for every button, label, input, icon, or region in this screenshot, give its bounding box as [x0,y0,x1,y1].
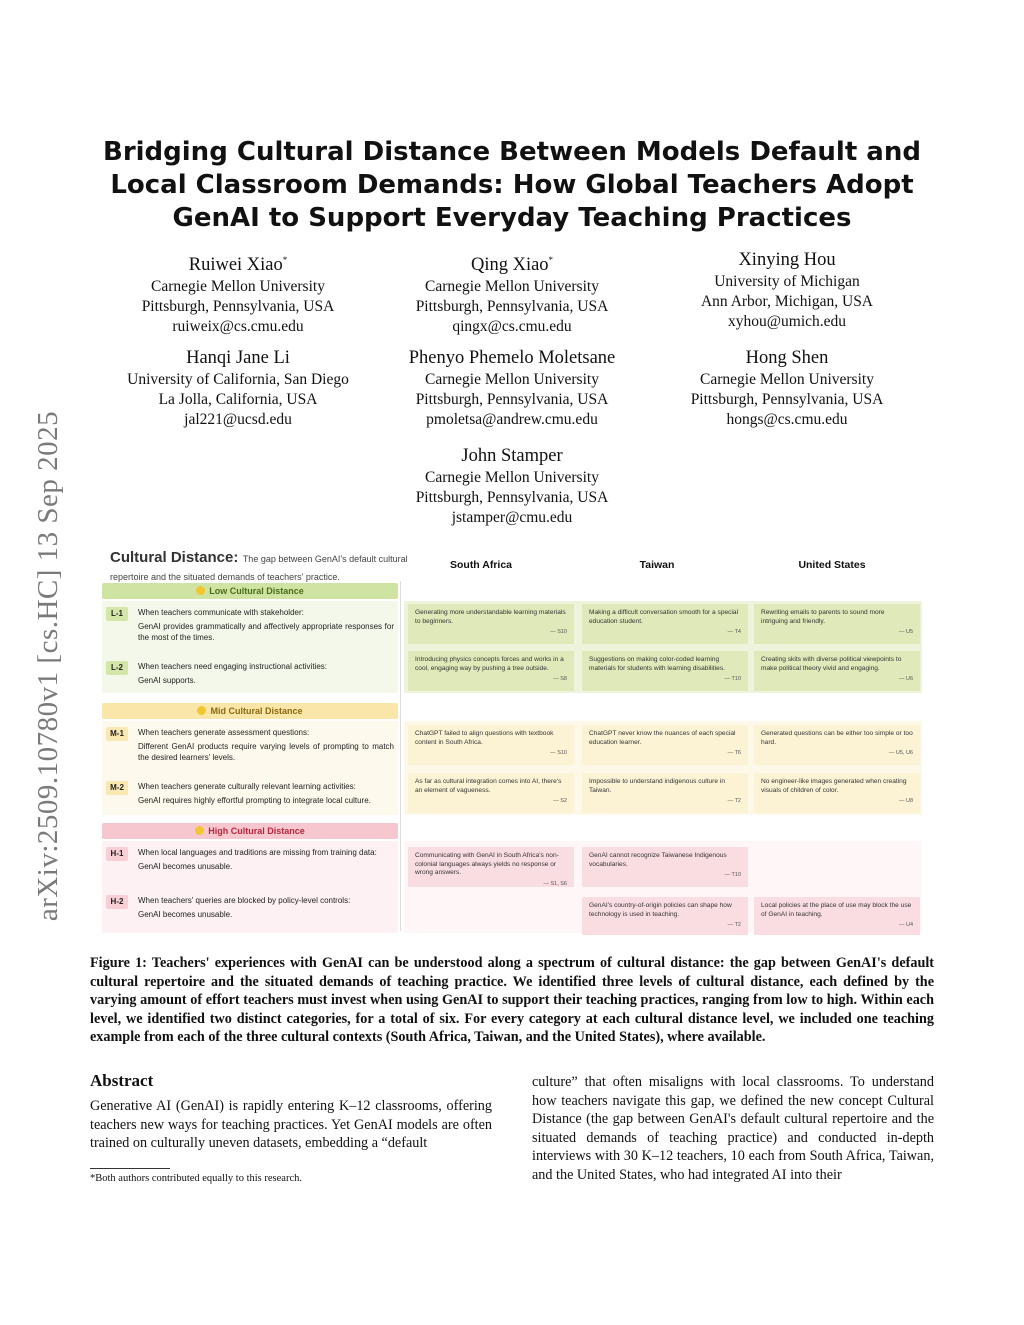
category-description [138,781,394,809]
sad-face-icon [195,826,204,835]
example-quote: Generating more understandable learning materials to beginners. [415,609,566,625]
example-quote: Generated questions can be either too simple or too hard. [761,730,913,746]
author-name: Qing Xiao [470,255,549,276]
author-block [362,248,662,337]
author-affiliation: Carnegie Mellon University [151,278,325,296]
example-quote: Rewriting emails to parents to sound more intriguing and friendly. [761,609,885,625]
author-email: hongs@cs.cmu.edu [726,411,848,428]
category-description [138,895,394,923]
example-quote: As far as cultural integration comes into AI, there's an element of vagueness. [415,778,562,794]
author-affiliation: Carnegie Mellon University [425,469,599,486]
neutral-face-icon [197,706,206,715]
author-email: jstamper@cmu.edu [451,509,573,526]
example-cell [754,651,920,691]
author-block [362,444,662,528]
category-outcome: Different GenAI products require varying levels of prompting to match the desired learners' levels. [138,742,394,762]
column-header-taiwan: Taiwan [639,559,675,571]
example-quote: Creating skits with diverse political viewpoints to make political theory vivid and engaging. [761,656,902,672]
example-cell [582,847,748,887]
example-quote: GenAI's country-of-origin policies can shape how technology is used in teaching. [589,902,732,918]
category-description [138,607,394,646]
author-affiliation: Carnegie Mellon University [425,371,599,388]
category-outcome: GenAI requires highly effortful prompting to integrate local culture. [138,796,371,805]
author-location: Ann Arbor, Michigan, USA [700,293,874,310]
author-mark: * [282,255,288,265]
example-cell [408,773,574,813]
category-condition: When teachers generate assessment questions: [138,728,310,737]
author-location: Pittsburgh, Pennsylvania, USA [690,391,884,408]
example-cell [754,773,920,813]
column-header-south-africa: South Africa [449,559,513,571]
author-block [637,346,937,430]
example-source: — U8 [898,798,913,804]
example-source: — T2 [727,798,741,804]
example-cell [582,773,748,813]
category-tag: H-1 [106,847,128,861]
paper-title: Bridging Cultural Distance Between Models Default and Local Classroom Demands: How Global Teachers Adopt GenAI to Support Everyday Teaching Practices [103,137,921,233]
band-high-cultural-distance [102,823,398,839]
smile-icon [196,586,205,595]
category-tag: L-2 [106,661,128,675]
footnote: *Both authors contributed equally to this research. [90,1173,302,1184]
example-quote: Local policies at the place of use may block the use of GenAI in teaching. [761,902,912,918]
category-condition: When teachers need engaging instructional activities: [138,662,327,671]
author-location: Pittsburgh, Pennsylvania, USA [415,391,609,408]
author-name: Phenyo Phemelo Moletsane [408,348,616,368]
band-label: High Cultural Distance [208,826,305,836]
author-name: Ruiwei Xiao [188,255,283,276]
example-source: — U5, U6 [888,750,913,756]
author-email: qingx@cs.cmu.edu [452,318,572,336]
example-source: — S10 [550,629,567,635]
band-label: Low Cultural Distance [209,586,304,596]
example-cell [582,651,748,691]
author-name: Xinying Hou [738,250,836,270]
example-cell [408,604,574,644]
author-name: Hong Shen [745,348,829,368]
author-email: jal221@ucsd.edu [184,411,292,428]
author-email: xyhou@umich.edu [727,313,847,330]
author-affiliation: Carnegie Mellon University [425,278,599,296]
category-condition: When teachers generate culturally relevant learning activities: [138,782,356,791]
category-condition: When teachers communicate with stakeholder: [138,608,304,617]
example-source: — T4 [727,629,741,635]
author-location: La Jolla, California, USA [158,391,318,408]
example-cell [754,725,920,765]
example-quote: ChatGPT never know the nuances of each special education learner. [589,730,736,746]
author-email: ruiweix@cs.cmu.edu [172,318,304,336]
category-tag: H-2 [106,895,128,909]
example-quote: No engineer-like images generated when creating visuals of children of color. [761,778,907,794]
author-block [362,346,662,430]
example-source: — S1, S6 [543,880,567,887]
example-source: — U5 [898,629,913,635]
example-cell [582,897,748,935]
example-source: — S2 [553,798,567,804]
example-quote: Suggestions on making color-coded learning materials for students with learning disabilities. [589,656,725,672]
example-source: — T6 [727,750,741,756]
example-source: — U6 [898,676,913,682]
example-quote: GenAI cannot recognize Taiwanese Indigenous vocabularies. [589,852,727,868]
example-cell [582,725,748,765]
example-quote: Making a difficult conversation smooth for a special education student. [589,609,739,625]
example-cell [754,604,920,644]
author-mark: * [548,255,554,265]
example-quote: Introducing physics concepts forces and works in a cool, engaging way by pushing a tree outside. [415,656,564,672]
band-mid-cultural-distance [102,703,398,719]
example-source: — T10 [724,676,741,682]
band-label: Mid Cultural Distance [210,706,303,716]
arxiv-identifier: arXiv:2509.10780v1 [cs.HC] 13 Sep 2025 [32,410,64,922]
example-cell [408,725,574,765]
category-outcome: GenAI becomes unusable. [138,862,233,871]
author-block [637,248,937,332]
abstract-text-left: Generative AI (GenAI) is rapidly entering K–12 classrooms, offering teachers new ways for teaching practices. Yet GenAI models are often trained on culturally uneven datasets, embedding a “default [90,1098,492,1151]
author-affiliation: Carnegie Mellon University [700,371,874,388]
abstract-heading: Abstract [90,1071,154,1090]
category-tag: M-1 [106,727,128,741]
band-low-cultural-distance [102,583,398,599]
example-cell [408,651,574,691]
figure-caption: Figure 1: Teachers' experiences with GenAI can be understood along a spectrum of cultural distance: the gap between GenAI's default cultural repertoire and the situated demands of teaching practice. We identified three levels of cultural distance, each defined by the varying amount of effort teachers must invest when using GenAI to support their teaching practices, ranging from low to high. Within each level, we identified two distinct categories, for a total of six. For every category at each cultural distance level, we included one teaching example from each of the three cultural contexts (South Africa, Taiwan, and the United States), where available. [90,955,934,1045]
author-location: Pittsburgh, Pennsylvania, USA [141,298,335,316]
figure-heading [110,549,410,585]
example-source: — S10 [550,750,567,756]
figure-heading-subtitle: The gap between GenAI's default cultural repertoire and the situated demands of teachers' practice. [110,554,408,582]
example-source: — S8 [553,676,567,682]
category-outcome: GenAI becomes unusable. [138,910,233,919]
category-description [138,847,394,875]
category-description [138,727,394,766]
category-tag: M-2 [106,781,128,795]
author-affiliation: University of California, San Diego [127,371,349,388]
example-quote: ChatGPT failed to align questions with textbook content in South Africa. [415,730,554,746]
author-affiliation: University of Michigan [714,273,860,290]
example-quote: Impossible to understand indigenous culture in Taiwan. [589,778,725,794]
figure-heading-title: Cultural Distance: [110,549,239,566]
footnote-rule [90,1168,170,1169]
author-name: Hanqi Jane Li [186,348,290,368]
author-location: Pittsburgh, Pennsylvania, USA [415,489,609,506]
author-block [88,248,388,337]
example-source: — T2 [727,922,741,928]
column-header-united-states: United States [798,559,866,571]
column-divider [400,581,401,931]
author-block [88,346,388,430]
category-description [138,661,394,689]
category-condition: When teachers' queries are blocked by policy-level controls: [138,896,351,905]
figure-1 [102,545,922,935]
example-cell [408,847,574,887]
example-source: — T10 [724,872,741,878]
author-email: pmoletsa@andrew.cmu.edu [426,411,598,428]
example-quote: Communicating with GenAI in South Africa's non-colonial languages always yields no response or wrong answers. [415,852,559,876]
category-condition: When local languages and traditions are missing from training data: [138,848,377,857]
category-outcome: GenAI provides grammatically and affectively appropriate responses for the most of the times. [138,622,394,642]
author-name: John Stamper [461,446,563,466]
example-source: — U4 [898,922,913,928]
abstract-text-right: culture” that often misaligns with local classrooms. To understand how teachers navigate this gap, we defined the new concept Cultural Distance (the gap between GenAI's default cultural repertoire and the situated demands of teaching practice) and conducted in-depth interviews with 30 K–12 teachers, 10 each from South Africa, Taiwan, and the United States, who had integrated AI into their [532,1074,934,1183]
example-cell [754,897,920,935]
category-tag: L-1 [106,607,128,621]
author-location: Pittsburgh, Pennsylvania, USA [415,298,609,316]
example-cell [582,604,748,644]
category-outcome: GenAI supports. [138,676,196,685]
